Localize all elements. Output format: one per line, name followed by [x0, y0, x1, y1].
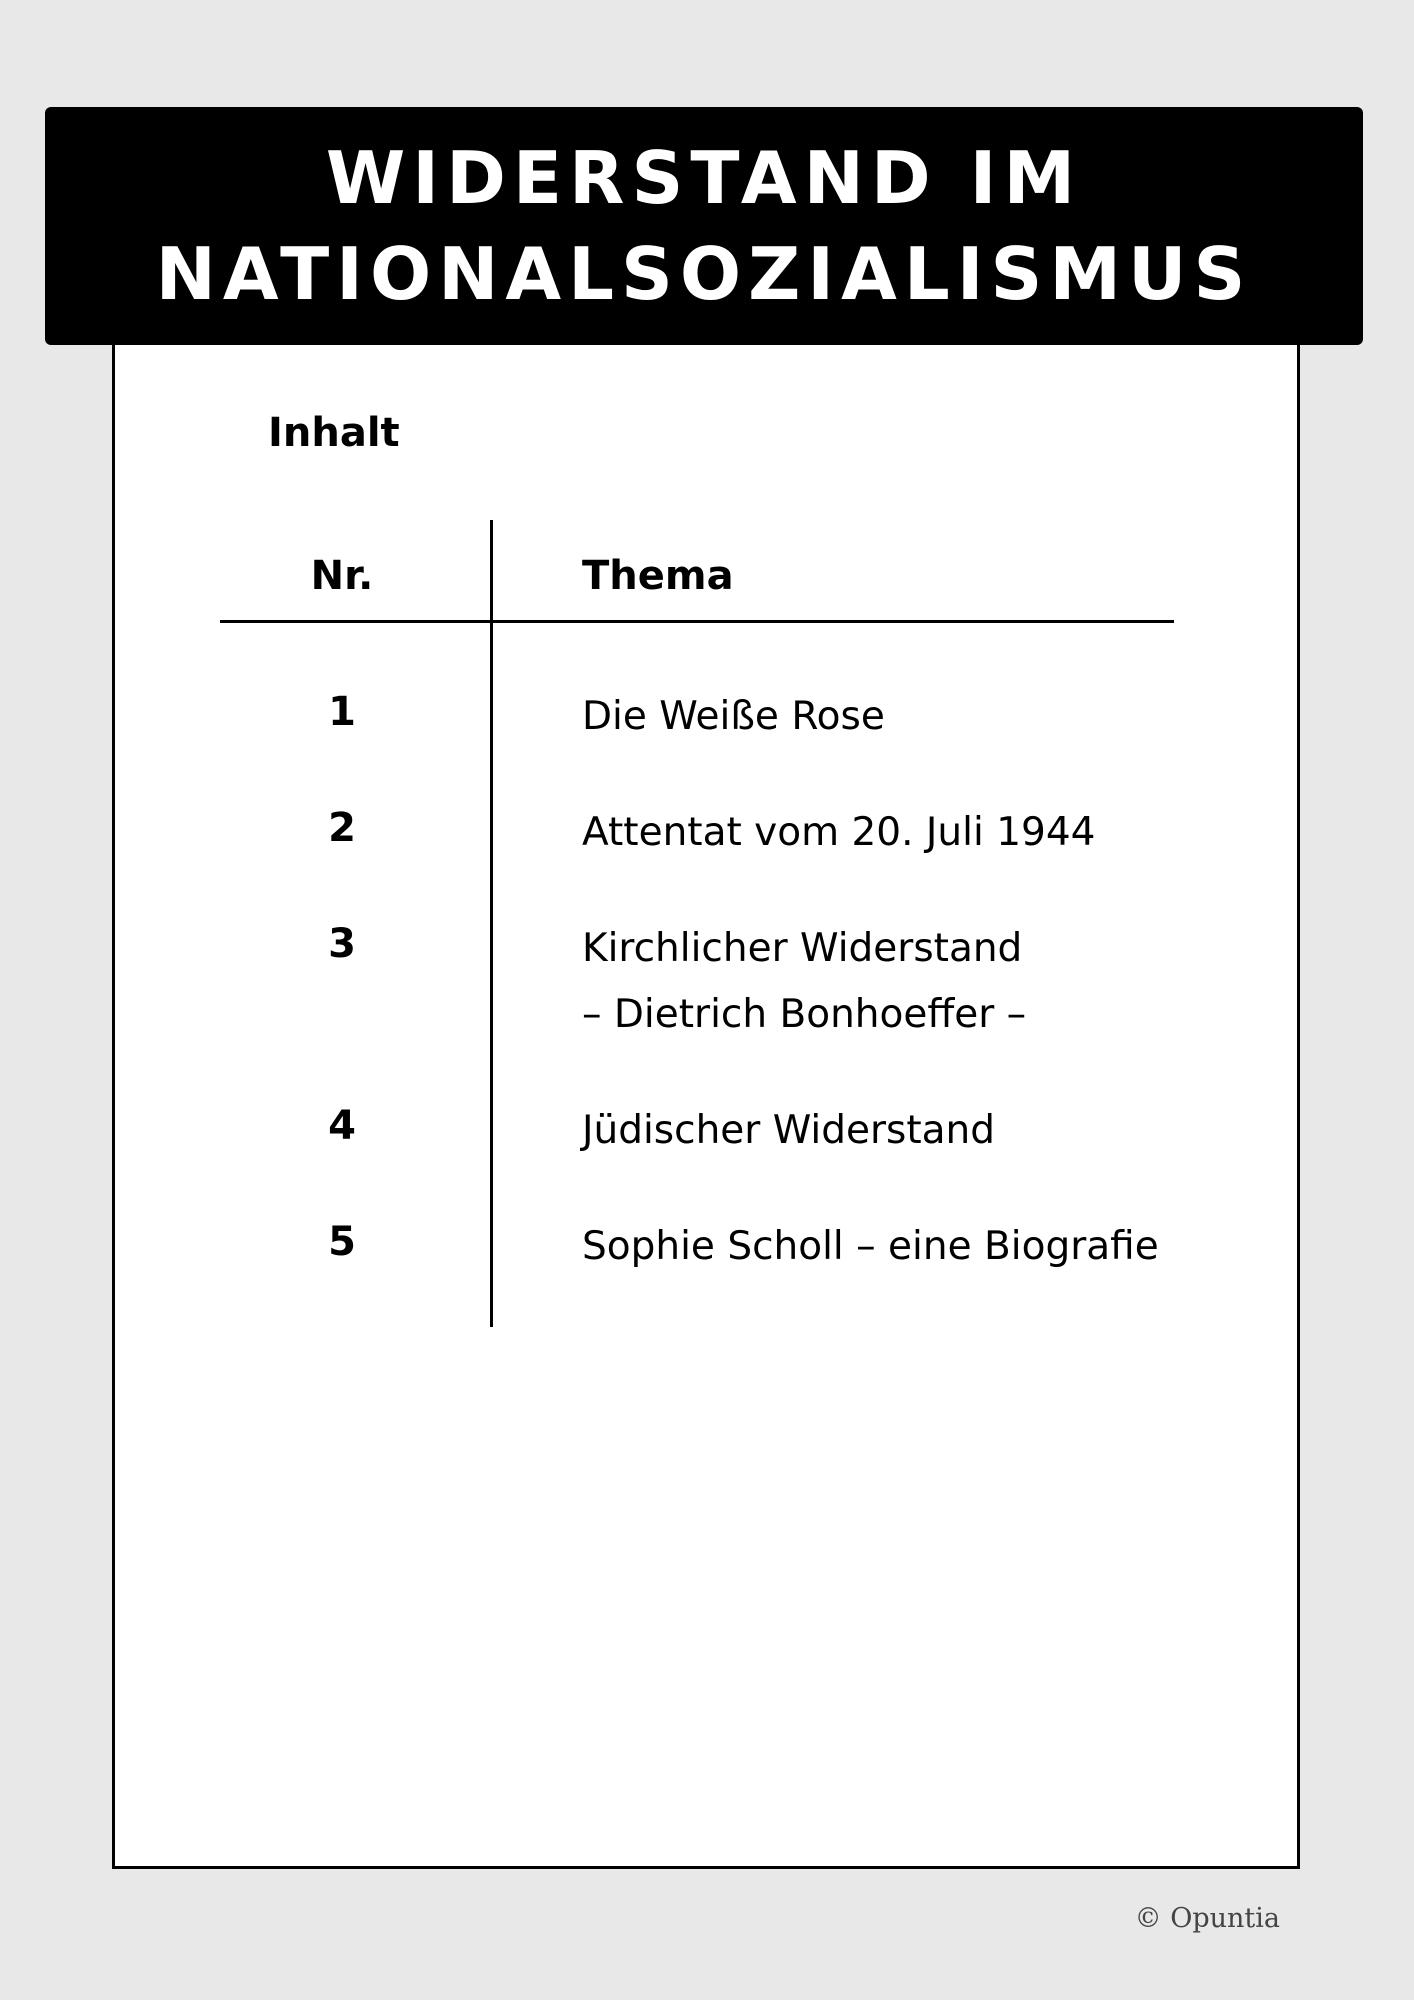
topic-line: Jüdischer Widerstand: [582, 1108, 996, 1153]
topic-line: Attentat vom 20. Juli 1944: [582, 810, 1096, 855]
row-number: 1: [328, 689, 356, 735]
row-number: 3: [328, 921, 356, 967]
row-topic: [582, 1214, 1159, 1280]
title-banner: [45, 107, 1363, 345]
topic-line: Sophie Scholl – eine Biografie: [582, 1224, 1159, 1269]
header-divider: [220, 620, 1174, 623]
topic-subline: – Dietrich Bonhoeffer –: [582, 992, 1027, 1037]
topic-line: Kirchlicher Widerstand: [582, 926, 1023, 971]
title-line-1: WIDERSTAND IM: [325, 136, 1083, 220]
contents-heading: Inhalt: [268, 410, 400, 456]
row-topic: [582, 1098, 995, 1164]
title-line-2: NATIONALSOZIALISMUS: [155, 232, 1253, 316]
topic-line: Die Weiße Rose: [582, 694, 885, 739]
row-topic: [582, 800, 1095, 866]
column-header-topic: Thema: [582, 553, 734, 599]
column-header-nr: Nr.: [310, 553, 374, 599]
row-topic: [582, 916, 1026, 1048]
row-number: 5: [328, 1219, 356, 1265]
column-divider: [490, 520, 493, 1327]
row-topic: [582, 684, 885, 750]
row-number: 4: [328, 1103, 356, 1149]
row-number: 2: [328, 805, 356, 851]
copyright-notice: © Opuntia: [1134, 1903, 1280, 1934]
